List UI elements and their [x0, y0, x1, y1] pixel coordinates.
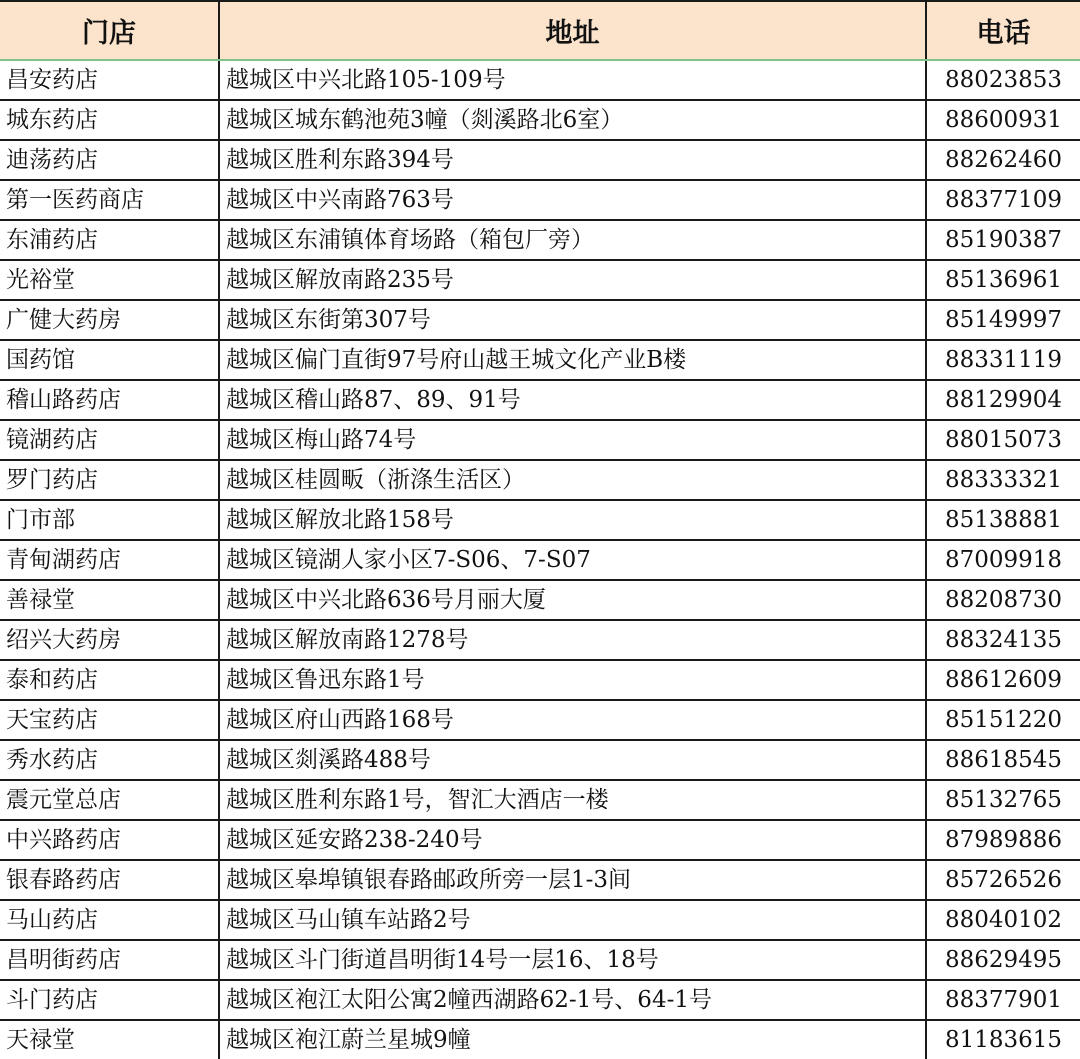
store-address: 越城区胜利东路394号	[219, 140, 926, 180]
store-phone: 85149997	[926, 300, 1080, 340]
store-phone: 85136961	[926, 260, 1080, 300]
table-body	[0, 60, 1080, 1059]
store-phone: 87989886	[926, 820, 1080, 860]
store-address: 越城区解放北路158号	[219, 500, 926, 540]
table-row	[0, 180, 1080, 220]
table-row	[0, 540, 1080, 580]
store-name: 秀水药店	[0, 740, 219, 780]
table-row	[0, 980, 1080, 1020]
store-phone: 87009918	[926, 540, 1080, 580]
store-phone: 88377901	[926, 980, 1080, 1020]
table-row	[0, 940, 1080, 980]
store-phone: 85132765	[926, 780, 1080, 820]
store-phone: 88629495	[926, 940, 1080, 980]
store-phone: 85138881	[926, 500, 1080, 540]
store-name: 罗门药店	[0, 460, 219, 500]
store-phone: 88618545	[926, 740, 1080, 780]
store-address: 越城区袍江蔚兰星城9幢	[219, 1020, 926, 1059]
store-name: 善禄堂	[0, 580, 219, 620]
store-phone: 88331119	[926, 340, 1080, 380]
store-phone: 88208730	[926, 580, 1080, 620]
store-address: 越城区梅山路74号	[219, 420, 926, 460]
store-name: 镜湖药店	[0, 420, 219, 460]
store-phone: 88377109	[926, 180, 1080, 220]
store-address: 越城区解放南路1278号	[219, 620, 926, 660]
table-header	[0, 1, 1080, 60]
table-row	[0, 500, 1080, 540]
store-name: 银春路药店	[0, 860, 219, 900]
store-name: 天宝药店	[0, 700, 219, 740]
store-name: 国药馆	[0, 340, 219, 380]
store-name: 中兴路药店	[0, 820, 219, 860]
store-address: 越城区鲁迅东路1号	[219, 660, 926, 700]
store-name: 泰和药店	[0, 660, 219, 700]
store-address: 越城区马山镇车站路2号	[219, 900, 926, 940]
store-address: 越城区城东鹤池苑3幢（剡溪路北6室）	[219, 100, 926, 140]
store-address: 越城区东街第307号	[219, 300, 926, 340]
table-row	[0, 740, 1080, 780]
store-address: 越城区胜利东路1号，智汇大酒店一楼	[219, 780, 926, 820]
header-row	[0, 1, 1080, 60]
table-row	[0, 780, 1080, 820]
store-address: 越城区东浦镇体育场路（箱包厂旁）	[219, 220, 926, 260]
store-name: 东浦药店	[0, 220, 219, 260]
table-row	[0, 660, 1080, 700]
table-row	[0, 300, 1080, 340]
table-row	[0, 1020, 1080, 1059]
store-address: 越城区斗门街道昌明街14号一层16、18号	[219, 940, 926, 980]
store-address: 越城区剡溪路488号	[219, 740, 926, 780]
table-row	[0, 380, 1080, 420]
store-address: 越城区袍江太阳公寓2幢西湖路62-1号、64-1号	[219, 980, 926, 1020]
store-phone: 88262460	[926, 140, 1080, 180]
store-phone: 85190387	[926, 220, 1080, 260]
store-address: 越城区皋埠镇银春路邮政所旁一层1-3间	[219, 860, 926, 900]
store-phone: 88023853	[926, 60, 1080, 100]
table-row	[0, 60, 1080, 100]
store-name: 昌安药店	[0, 60, 219, 100]
table-row	[0, 100, 1080, 140]
header-phone: 电话	[926, 1, 1080, 60]
store-address: 越城区偏门直街97号府山越王城文化产业B楼	[219, 340, 926, 380]
store-name: 光裕堂	[0, 260, 219, 300]
store-address: 越城区府山西路168号	[219, 700, 926, 740]
table-row	[0, 420, 1080, 460]
store-address: 越城区解放南路235号	[219, 260, 926, 300]
store-name: 第一医药商店	[0, 180, 219, 220]
store-address: 越城区稽山路87、89、91号	[219, 380, 926, 420]
store-phone: 85151220	[926, 700, 1080, 740]
store-phone: 88600931	[926, 100, 1080, 140]
header-address: 地址	[219, 1, 926, 60]
table-row	[0, 580, 1080, 620]
store-name: 广健大药房	[0, 300, 219, 340]
store-phone: 88612609	[926, 660, 1080, 700]
table-row	[0, 700, 1080, 740]
table-row	[0, 860, 1080, 900]
store-address: 越城区镜湖人家小区7-S06、7-S07	[219, 540, 926, 580]
store-phone: 88333321	[926, 460, 1080, 500]
table-row	[0, 220, 1080, 260]
store-phone: 88040102	[926, 900, 1080, 940]
store-name: 稽山路药店	[0, 380, 219, 420]
store-address: 越城区桂圆畈（浙涤生活区）	[219, 460, 926, 500]
store-phone: 85726526	[926, 860, 1080, 900]
store-name: 斗门药店	[0, 980, 219, 1020]
store-name: 门市部	[0, 500, 219, 540]
store-name: 城东药店	[0, 100, 219, 140]
store-address: 越城区中兴北路636号月丽大厦	[219, 580, 926, 620]
table-row	[0, 900, 1080, 940]
store-phone: 88129904	[926, 380, 1080, 420]
store-address: 越城区延安路238-240号	[219, 820, 926, 860]
store-name: 天禄堂	[0, 1020, 219, 1059]
store-name: 震元堂总店	[0, 780, 219, 820]
table-row	[0, 260, 1080, 300]
store-phone: 88015073	[926, 420, 1080, 460]
store-name: 昌明街药店	[0, 940, 219, 980]
store-phone: 88324135	[926, 620, 1080, 660]
store-name: 迪荡药店	[0, 140, 219, 180]
store-name: 绍兴大药房	[0, 620, 219, 660]
store-address: 越城区中兴南路763号	[219, 180, 926, 220]
table-row	[0, 340, 1080, 380]
store-phone: 81183615	[926, 1020, 1080, 1059]
table-row	[0, 140, 1080, 180]
store-address: 越城区中兴北路105-109号	[219, 60, 926, 100]
store-name: 青甸湖药店	[0, 540, 219, 580]
table-row	[0, 820, 1080, 860]
header-store: 门店	[0, 1, 219, 60]
table-row	[0, 620, 1080, 660]
store-name: 马山药店	[0, 900, 219, 940]
table-row	[0, 460, 1080, 500]
